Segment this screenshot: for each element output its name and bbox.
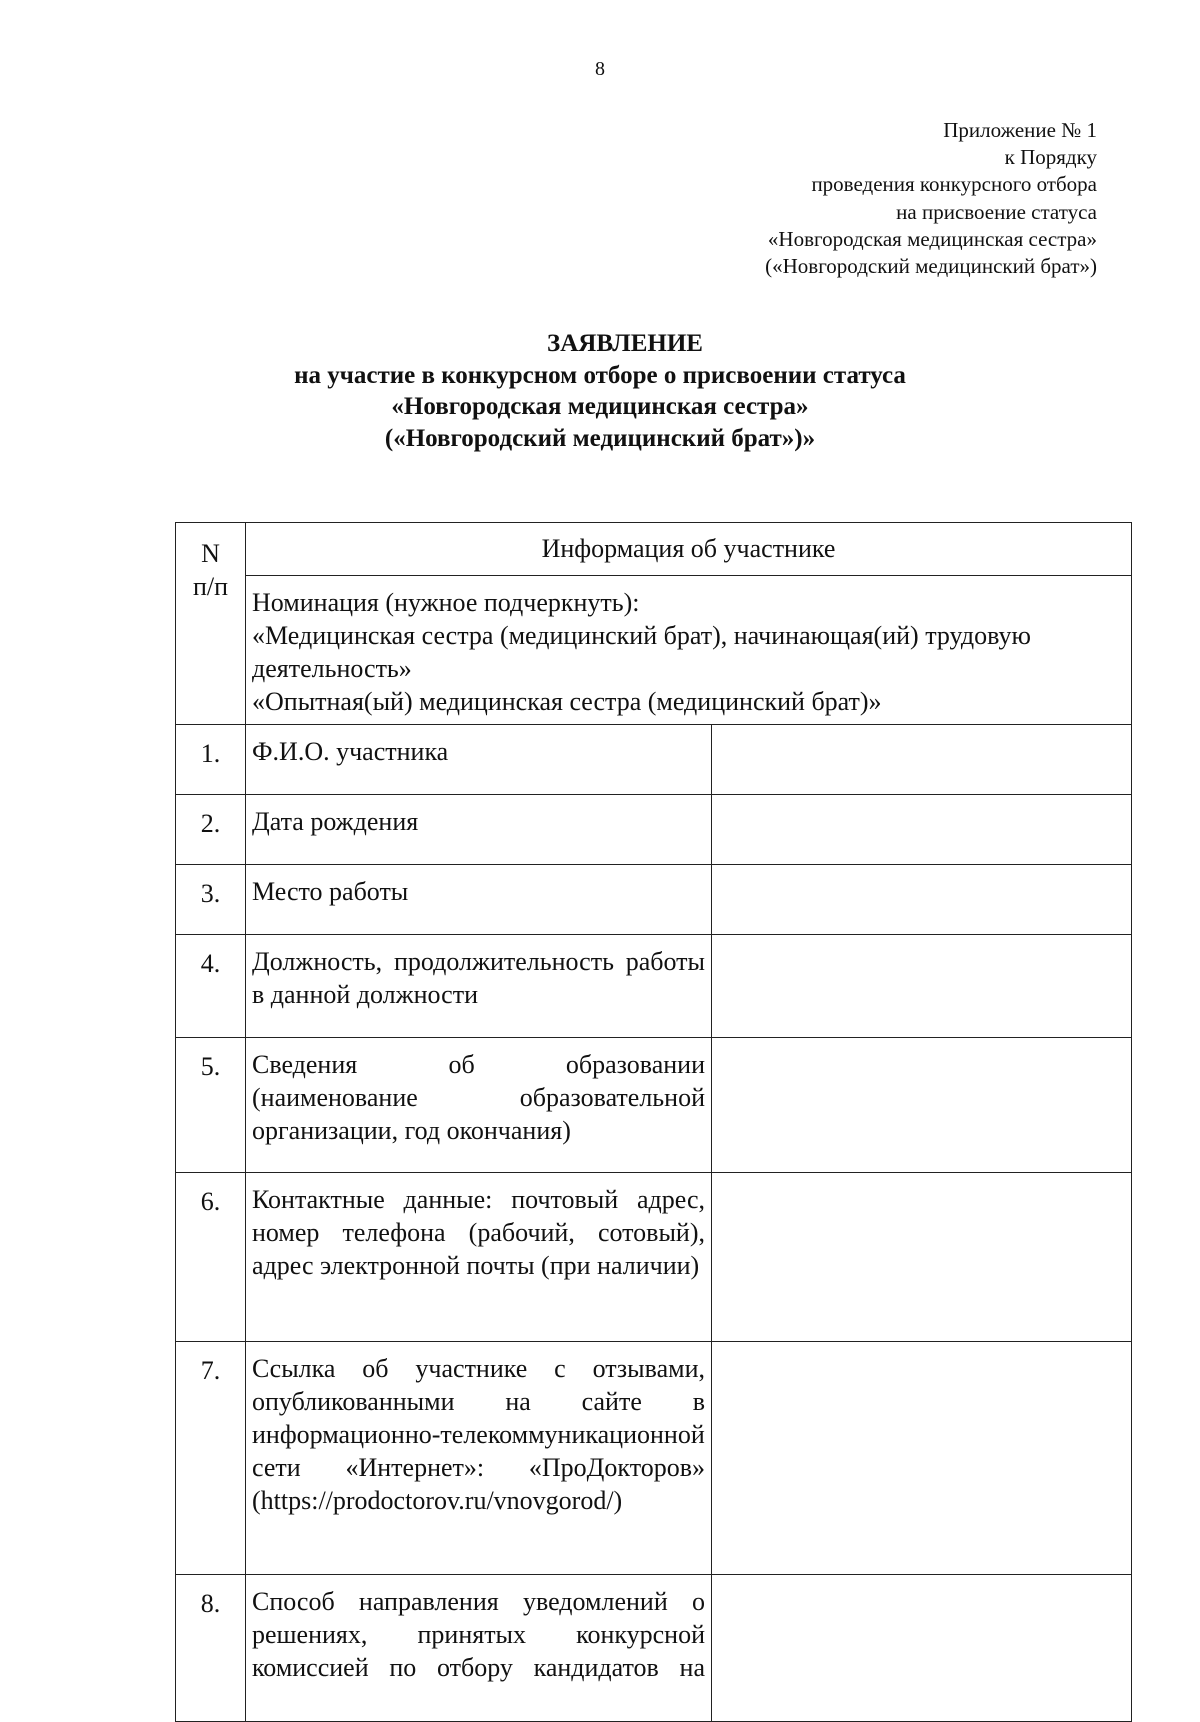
title-line: («Новгородский медицинский брат»)» (384, 424, 816, 452)
info-column-header: Информация об участнике (246, 523, 1132, 576)
nomination-row (176, 576, 1132, 725)
row-value-field[interactable] (712, 1342, 1132, 1575)
row-number: 7. (176, 1342, 246, 1575)
appendix-line: к Порядку (1004, 145, 1097, 170)
row-label: Дата рождения (246, 795, 712, 865)
table-row (176, 935, 1132, 1038)
row-label: Место работы (246, 865, 712, 935)
row-number: 6. (176, 1173, 246, 1342)
row-number: 8. (176, 1575, 246, 1722)
title-line: «Новгородская медицинская сестра» (391, 393, 809, 420)
table-row (176, 1038, 1132, 1173)
row-label: Ф.И.О. участника (246, 725, 712, 795)
table-row (176, 725, 1132, 795)
row-number: 5. (176, 1038, 246, 1173)
row-number: 4. (176, 935, 246, 1038)
document-title (0, 328, 1200, 454)
application-form-table (175, 522, 1132, 1722)
page-number: 8 (595, 58, 605, 80)
appendix-line: на присвоение статуса (896, 199, 1097, 224)
row-label: Способ направления уведомлений о решениях, принятых конкурсной комиссией по отбору кандидатов на (246, 1575, 712, 1722)
table-row (176, 1173, 1132, 1342)
row-label: Контактные данные: почтовый адрес, номер телефона (рабочий, сотовый), адрес электронной почты (при наличии) (246, 1173, 712, 1342)
nomination-instruction: Номинация (нужное подчеркнуть): (252, 588, 640, 617)
number-header-pp: п/п (192, 572, 229, 601)
appendix-reference (765, 117, 1097, 280)
row-label: Сведения об образовании (наименование образовательной организации, год окончания) (246, 1038, 712, 1173)
table-header-row (176, 523, 1132, 576)
number-header-n: N (201, 539, 220, 568)
row-value-field[interactable] (712, 1038, 1132, 1173)
row-value-field[interactable] (712, 935, 1132, 1038)
appendix-line: Приложение № 1 (943, 118, 1097, 142)
row-number: 3. (176, 865, 246, 935)
row-value-field[interactable] (712, 1173, 1132, 1342)
row-label: Должность, продолжительность работы в данной должности (246, 935, 712, 1038)
appendix-line: проведения конкурсного отбора (811, 172, 1097, 197)
nomination-option-experienced[interactable]: «Опытная(ый) медицинская сестра (медицинский брат)» (252, 687, 882, 716)
table-row (176, 1342, 1132, 1575)
appendix-line: «Новгородская медицинская сестра» (767, 226, 1097, 251)
row-value-field[interactable] (712, 865, 1132, 935)
row-label: Ссылка об участнике с отзывами, опубликованными на сайте в информационно-телекоммуникационной сети «Интернет»: «ПроДокторов» (https://prodoctorov.ru/vnovgorod/) (246, 1342, 712, 1575)
table-row (176, 1575, 1132, 1722)
nomination-option-beginner[interactable]: «Медицинская сестра (медицинский брат), начинающая(ий) трудовую деятельность» (252, 621, 1031, 683)
title-heading: ЗАЯВЛЕНИЕ (547, 330, 703, 357)
table-row (176, 865, 1132, 935)
row-number: 1. (176, 725, 246, 795)
nomination-cell[interactable] (246, 576, 1132, 725)
number-column-header (176, 523, 246, 725)
row-value-field[interactable] (712, 1575, 1132, 1722)
row-number: 2. (176, 795, 246, 865)
title-line: на участие в конкурсном отборе о присвоении статуса (294, 361, 906, 389)
table-row (176, 795, 1132, 865)
row-value-field[interactable] (712, 725, 1132, 795)
appendix-line: («Новгородский медицинский брат») (765, 254, 1097, 279)
row-value-field[interactable] (712, 795, 1132, 865)
